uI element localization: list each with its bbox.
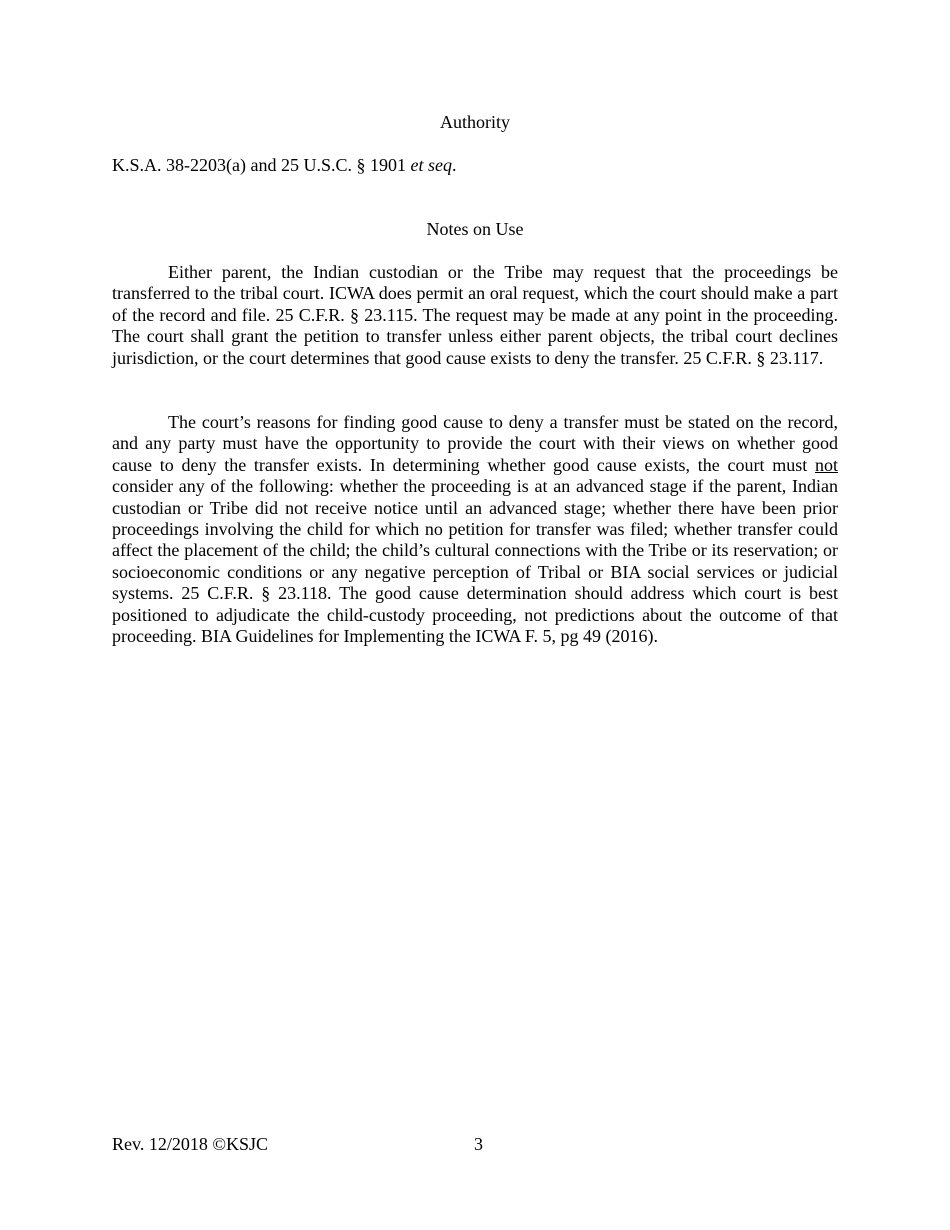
citation-italic: et seq — [410, 155, 452, 175]
paragraph-2-text-end: consider any of the following: whether the proceeding is at an advanced stage if the parent, Indian custodian or Tribe did not receive notice until an advanced stage; whether there have been prior proceedings involving the child for which no petition for transfer was filed; whether transfer could affect the placement of the child; the child’s cultural connections with the Tribe or its reservation; or socioeconomic conditions or any negative perception of Tribal or BIA social services or judicial systems. 25 C.F.R. § 23.118. The good cause determination should address which court is best positioned to adjudicate the child-custody proceeding, not predictions about the outcome of that proceeding. BIA Guidelines for Implementing the ICWA F. 5, pg 49 (2016). — [112, 476, 838, 647]
authority-citation — [112, 155, 838, 176]
authority-heading: Authority — [440, 112, 510, 132]
citation-text: K.S.A. 38-2203(a) and 25 U.S.C. § 1901 — [112, 155, 411, 175]
footer-revision: Rev. 12/2018 ©KSJC — [112, 1134, 269, 1154]
notes-paragraph-1: Either parent, the Indian custodian or the Tribe may request that the proceedings be transferred to the tribal court. ICWA does permit an oral request, which the court should make a part of the record and file. 25 C.F.R. § 23.115. The request may be made at any point in the proceeding. The court shall grant the petition to transfer unless either parent objects, the tribal court declines jurisdiction, or the court determines that good cause exists to deny the transfer. 25 C.F.R. § 23.117. — [112, 262, 838, 368]
notes-paragraph-2 — [112, 412, 838, 647]
underlined-not: not — [814, 454, 838, 475]
citation-period: . — [451, 155, 457, 175]
page-number: 3 — [474, 1134, 483, 1154]
paragraph-2-text-start: The court’s reasons for finding good cause to deny a transfer must be stated on the record, and any party must have the opportunity to provide the court with their views on whether good cause to deny the transfer exists. In determining whether good cause exists, the court must — [112, 412, 838, 475]
notes-on-use-heading: Notes on Use — [426, 219, 524, 239]
